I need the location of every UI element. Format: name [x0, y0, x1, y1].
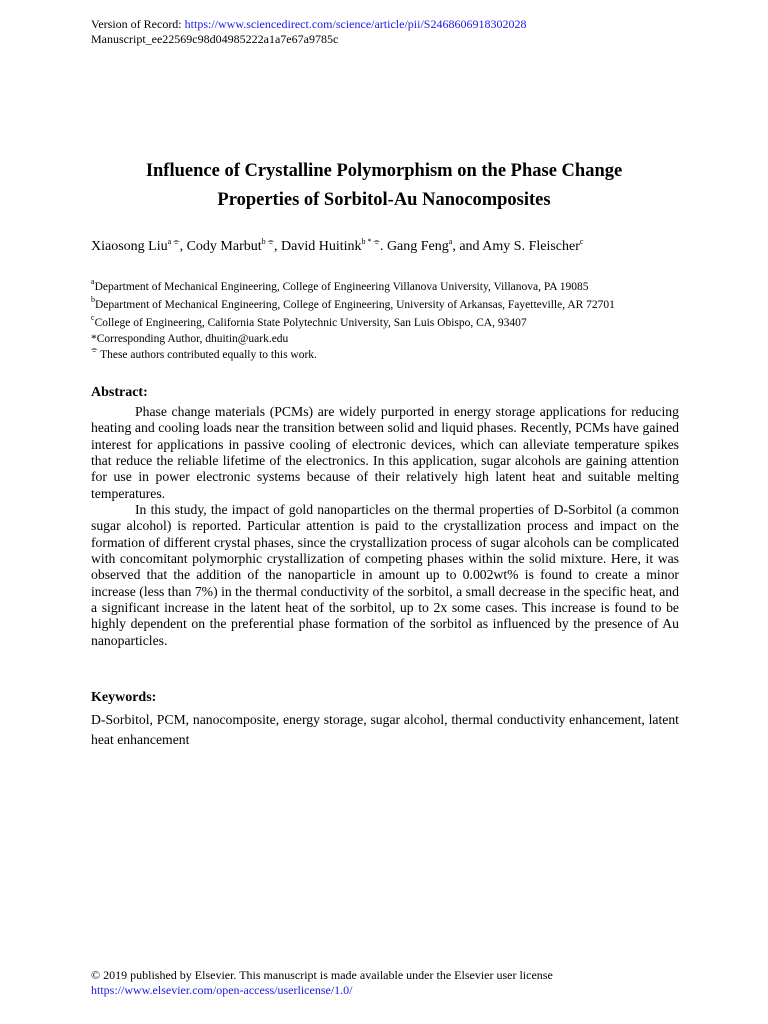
paper-title: [80, 157, 688, 215]
keywords-heading: Keywords:: [91, 690, 157, 705]
affiliation-text: College of Engineering, California State Polytechnic University, San Luis Obispo, CA, 93407: [94, 317, 527, 329]
author-name: Amy S. Fleischer: [482, 239, 580, 254]
equal-mark: ⌯: [91, 345, 98, 354]
affiliation-text: Department of Mechanical Engineering, College of Engineering, University of Arkansas, Fayetteville, AR 72701: [95, 299, 615, 311]
equal-text: These authors contributed equally to this work.: [97, 349, 317, 361]
manuscript-id: Manuscript_ee22569c98d04985222a1a7e67a9785c: [91, 32, 339, 46]
affiliation-mark: a: [91, 277, 95, 286]
author-name: Gang Feng: [386, 239, 449, 254]
author-list: [91, 238, 583, 256]
author-sep: ,: [274, 239, 282, 254]
version-of-record: [91, 17, 526, 32]
version-link[interactable]: https://www.sciencedirect.com/science/article/pii/S2468606918302028: [184, 17, 527, 31]
author-name: Xiaosong Liu: [91, 239, 168, 254]
affiliation-mark: c: [91, 313, 95, 322]
author-sep: ,: [179, 239, 187, 254]
affiliation-text: Department of Mechanical Engineering, College of Engineering Villanova University, Villanova, PA 19085: [94, 281, 589, 293]
author-sup: c: [579, 237, 584, 246]
affiliation-b: [91, 295, 615, 313]
copyright-notice: © 2019 published by Elsevier. This manuscript is made available under the Elsevier user license: [91, 968, 553, 982]
author-name: Cody Marbut: [186, 239, 262, 254]
license-line: [91, 983, 352, 998]
author-sup: a: [448, 237, 453, 246]
abstract-paragraph-2: In this study, the impact of gold nanoparticles on the thermal properties of D-Sorbitol (a common sugar alcohol) is reported. Particular attention is paid to the crystallization process and impact on the formation of different crystal phases, since the crystallization process of sugar alcohols can be complicated with concomitant polymorphic crystallization of competing phases within the solid mixture. Here, it was observed that the addition of the nanoparticle in amount up to 0.002wt% is found to create a minor increase (less than 7%) in the thermal conductivity of the sorbitol, a small decrease in the specific heat, and a significant increase in the latent heat of the sorbitol, up to 2x some cases. This increase is found to be highly dependent on the preferential phase formation of the sorbitol as influenced by the presence of Au nanoparticles.: [91, 502, 679, 648]
author-sep: , and: [452, 239, 483, 254]
author-sep: .: [379, 239, 387, 254]
corresponding-author: *Corresponding Author, dhuitin@uark.edu: [91, 333, 289, 345]
author-sup: a ⌯: [167, 237, 180, 246]
affiliation-mark: b: [91, 295, 95, 304]
author-name: David Huitink: [281, 239, 362, 254]
abstract-heading: Abstract:: [91, 385, 148, 400]
license-link[interactable]: https://www.elsevier.com/open-access/userlicense/1.0/: [91, 983, 353, 997]
affiliation-a: [91, 277, 589, 295]
title-line-1: Influence of Crystalline Polymorphism on the Phase Change: [145, 161, 623, 181]
affiliation-c: [91, 313, 527, 331]
title-line-2: Properties of Sorbitol-Au Nanocomposites: [217, 190, 551, 210]
equal-contribution-note: [91, 345, 317, 363]
author-sup: b * ⌯: [361, 237, 380, 246]
keywords-text: D-Sorbitol, PCM, nanocomposite, energy storage, sugar alcohol, thermal conductivity enhancement, latent heat enhancement: [91, 712, 679, 747]
abstract-body: [91, 404, 679, 649]
author-sup: b ⌯: [261, 237, 275, 246]
abstract-paragraph-1: Phase change materials (PCMs) are widely purported in energy storage applications for reducing heating and cooling loads near the transition between solid and liquid phases. Recently, PCMs have gained interest for applications in passive cooling of electronic devices, which can alleviate temperature spikes that reduce the reliable lifetime of the electronics. In this application, sugar alcohols are gaining attention for use in power electronic systems because of their relatively high latent heat and suitable melting temperatures.: [91, 404, 679, 501]
version-label: Version of Record:: [91, 17, 185, 31]
